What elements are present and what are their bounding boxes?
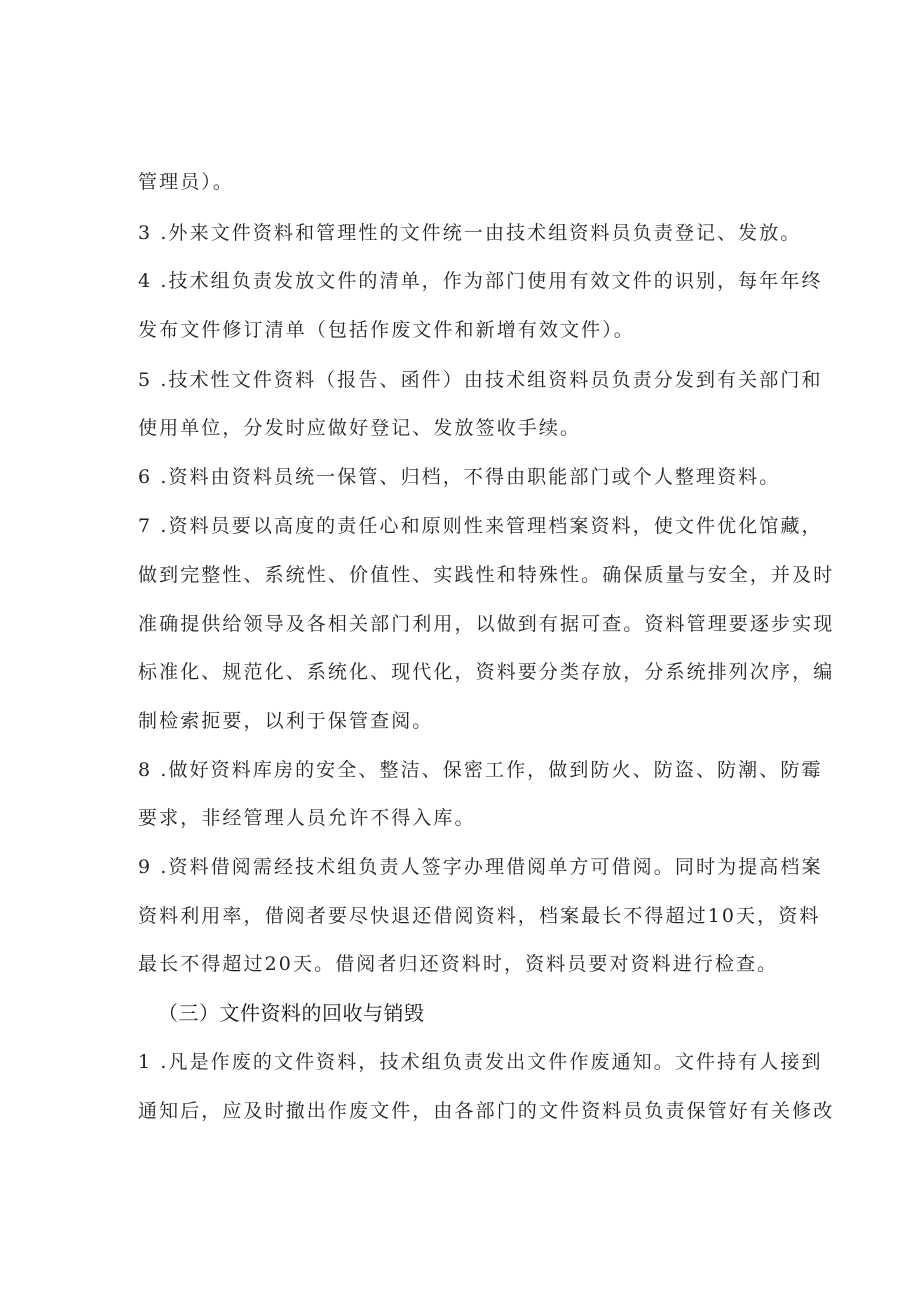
paragraph-line: 5 .技术性文件资料（报告、函件）由技术组资料员负责分发到有关部门和	[138, 369, 823, 391]
paragraph-line: 9 .资料借阅需经技术组负责人签字办理借阅单方可借阅。同时为提高档案	[138, 856, 823, 878]
paragraph-line: 标准化、规范化、系统化、现代化，资料要分类存放，分系统排列次序，编	[138, 661, 835, 683]
paragraph-line: 发布文件修订清单（包括作废文件和新增有效文件）。	[138, 319, 635, 341]
paragraph-line: 3 .外来文件资料和管理性的文件统一由技术组资料员负责登记、发放。	[138, 222, 802, 244]
paragraph-line: 管理员）。	[138, 171, 235, 193]
paragraph-line: 制检索扼要，以利于保管查阅。	[138, 710, 434, 732]
paragraph-line: 8 .做好资料库房的安全、整洁、保密工作，做到防火、防盗、防潮、防霉	[138, 759, 823, 781]
paragraph-line: 要求，非经管理人员允许不得入库。	[138, 807, 476, 829]
paragraph-line: 7 .资料员要以高度的责任心和原则性来管理档案资料，使文件优化馆藏，	[138, 515, 823, 537]
paragraph-line: 资料利用率，借阅者要尽快退还借阅资料，档案最长不得超过10天，资料	[138, 905, 821, 927]
paragraph-line: 4 .技术组负责发放文件的清单，作为部门使用有效文件的识别，每年年终	[138, 270, 823, 292]
paragraph-line: 最长不得超过20天。借阅者归还资料时，资料员要对资料进行检查。	[138, 953, 779, 975]
paragraph-line: 通知后，应及时撤出作废文件，由各部门的文件资料员负责保管好有关修改	[138, 1100, 835, 1122]
paragraph-line: 6 .资料由资料员统一保管、归档，不得由职能部门或个人整理资料。	[138, 466, 781, 488]
paragraph-line: 1 .凡是作废的文件资料，技术组负责发出文件作废通知。文件持有人接到	[138, 1051, 823, 1073]
paragraph-line: 做到完整性、系统性、价值性、实践性和特殊性。确保质量与安全，并及时	[138, 564, 835, 586]
section-heading: （三）文件资料的回收与销毁	[158, 1001, 425, 1025]
paragraph-line: 准确提供给领导及各相关部门利用，以做到有据可查。资料管理要逐步实现	[138, 613, 835, 635]
paragraph-line: 使用单位，分发时应做好登记、发放签收手续。	[138, 417, 582, 439]
